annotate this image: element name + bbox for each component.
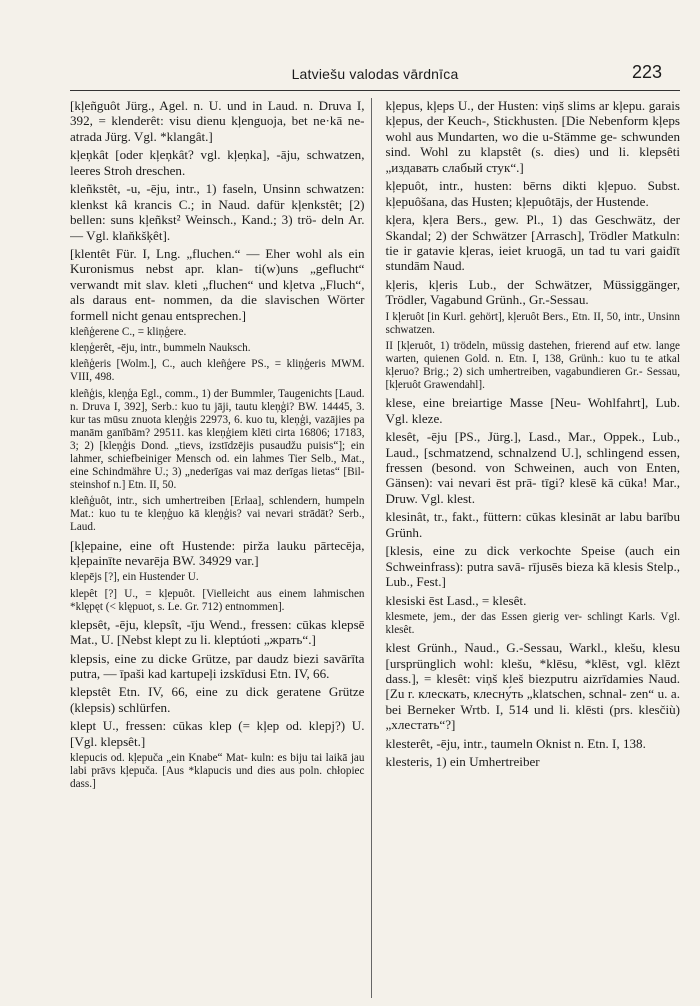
dictionary-entry: [kļepaine, eine oft Hustende: pirža lauku pārtecēja, kļepainīte nevarēja BW. 34929 var.] — [70, 537, 365, 568]
dictionary-entry: [klesis, eine zu dick verkochte Speise (auch ein Schweinfrass): putra savā- rījusēs bieza kā klesis Stelp., Lub., Fest.] — [385, 543, 680, 590]
dictionary-entry: kleñģeris [Wolm.], C., auch kleñģere PS., = kliņģeris MWM. VIII, 498. — [70, 358, 365, 384]
running-title: Latviešu valodas vārdnīca — [291, 66, 459, 82]
dictionary-entry: klesinât, tr., fakt., füttern: cūkas klesināt ar labu barību Grünh. — [385, 509, 680, 540]
dictionary-entry: kleñģis, kleņģa Egl., comm., 1) der Bummler, Taugenichts [Laud. n. Druva I, 392], Serb.: kuo tu jāji, tautu kleņģi? BW. 14445, 3. kur tas mūsu znuota kleņģis 22973, 6. kuo tu, kleņģi, vazājies pa manām ganībām? 29511. kas kleņģiem klēti cirta 16806; 17183, 3; 2) [kleņģis Dond. „tievs, izstīdzējis pusaudžu puisis“]; ein lahmer, schiefbeiniger Mensch od. ein lahmes Tier Selb., Mat., eine Schindmähre U.; 3) „nederīgas vai maz derīgas lietas“ [Bil- steinshof n.] Etn. II, 50. — [70, 387, 365, 492]
dictionary-entry: kleñkstêt, -u, -ēju, intr., 1) faseln, Unsinn schwatzen: klenkst kâ krancis C.; in Naud. dafür kļenkstêt; [2) bellen: suns kļeñkst² Weinsch., Kand.; 3) trö- deln Ar. — Vgl. klaňkšķêt]. — [70, 181, 365, 243]
dictionary-entry: klesteris, 1) ein Umhertreiber — [385, 754, 540, 770]
header-rule — [70, 90, 680, 91]
dictionary-entry: kļera, kļera Bers., gew. Pl., 1) das Geschwätz, der Skandal; 2) der Schwätzer [Arrasch], Trödler Matkuln: tie ir gatavie kļeras, ieiet kruogā, un tad tu vari gaidīt stundām Naud. — [385, 212, 680, 274]
dictionary-entry: klesterêt, -ēju, intr., taumeln Oknist n. Etn. I, 138. — [385, 735, 646, 751]
dictionary-entry: kleñģuôt, intr., sich umhertreiben [Erlaa], schlendern, humpeln Mat.: kuo tu te kleņģuo kā kleņģis? vai nevari strādāt? Serb., Laud. — [70, 495, 365, 534]
dictionary-entry: klepstêt Etn. IV, 66, eine zu dick geratene Grütze (klepsis) schlürfen. — [70, 684, 365, 715]
dictionary-entry: kleņģerêt, -ēju, intr., bummeln Nauksch. — [70, 342, 251, 355]
dictionary-entry: [kļeñguôt Jürg., Agel. n. U. und in Laud. n. Druva I, 392, = klenderêt: visu dienu kļenguoja, bet ne·kā ne- atrada Jürg. Vgl. *klangât.] — [70, 98, 365, 144]
dictionary-entry: klese, eine breiartige Masse [Neu- Wohlfahrt], Lub. Vgl. kleze. — [385, 395, 680, 426]
dictionary-entry: I kļeruôt [in Kurl. gehört], kļeruôt Bers., Etn. II, 50, intr., Unsinn schwatzen. — [385, 310, 680, 336]
dictionary-entry: klept U., fressen: cūkas klep (= kļep od. klepj?) U. [Vgl. klepsêt.] — [70, 718, 365, 749]
dictionary-entry: klepêt [?] U., = kļepuôt. [Vielleicht aus einem lahmischen *klępęt (< klępuot, s. Le. Gr. 712) entnommen]. — [70, 587, 365, 613]
dictionary-entry: klepējs [?], ein Hustender U. — [70, 571, 199, 584]
dictionary-entry: kļepus, kļeps U., der Husten: viņš slims ar kļepu. garais kļepus, der Keuch-, Stickhusten. [Die Nebenform kļeps wohl aus Mundarten, wo die u-Stämme ge- schwunden sind. Wohl zu klapstêt (s. dies) und li. klepsêti „издавать слабый стук“.] — [385, 98, 680, 175]
dictionary-entry: klepsis, eine zu dicke Grütze, par daudz biezi savārīta putra, — īpaši kad kartupeļi izskīdusi Etn. IV, 66. — [70, 650, 365, 681]
dictionary-entry: kļeris, kļeris Lub., der Schwätzer, Müssiggänger, Trödler, Vagabund Grünh., Gr.-Sessau. — [385, 276, 680, 308]
dictionary-columns — [70, 98, 680, 998]
page-header — [70, 62, 680, 88]
dictionary-entry: kļepuôt, intr., husten: bērns dikti kļepuo. Subst. kļepuôšana, das Husten; kļepuôtājs, der Hustende. — [385, 178, 680, 209]
dictionary-entry: II [kļeruôt, 1) trödeln, müssig dastehen, frierend auf etw. lange warten, quienen Gold. n. Etn. I, 138, Grünh.: kuo tu te atkal kļeruo? Brig.; 2) sich umhertreiben, vagabundieren Gr.- Sessau, [kļeruôt Grawendahl]. — [385, 339, 680, 392]
dictionary-entry: klesêt, -ēju [PS., Jürg.], Lasd., Mar., Oppek., Lub., Laud., [schmatzend, schnalzend U.], schlingend essen, fressen (besond. von Schweinen, auch von Enten, Gänsen): vai nevari ēst prā- tīgi? klesē kā cūka! Mar., Druw. Vgl. klest. — [385, 429, 680, 506]
left-column — [70, 98, 372, 998]
dictionary-entry: kļeņkât [oder kļeņkât? vgl. kļeņka], -āju, schwatzen, leeres Stroh dreschen. — [70, 147, 365, 178]
dictionary-entry: klesiski ēst Lasd., = klesêt. — [385, 592, 527, 608]
dictionary-entry: klepucis od. kļepuča „ein Knabe“ Mat- kuln: es biju tai laikā jau labi prāvs kļepuča. [Aus *klapucis und dies aus poln. chłopiec dass.] — [70, 752, 365, 791]
page-number: 223 — [631, 62, 662, 82]
dictionary-entry: kleñģerene C., = kliņģere. — [70, 326, 187, 339]
dictionary-entry: klest Grünh., Naud., G.-Sessau, Warkl., klešu, klesu [ursprünglich wohl: klešu, *klēsu, *klēst, vgl. klēzt dass.], = klesêt: viņš kleš biezputru aizrīdamies Naud. [Zu r. клескать, клесну́ть „klatschen, schnal- zen“ u. a. bei Berneker Wrtb. I, 514 und li. klēsti (prs. klesčiù) „хлестать“?] — [385, 640, 680, 733]
dictionary-entry: [klentêt Für. I, Lng. „fluchen.“ — Eher wohl als ein Kuronismus nebst apr. klan- ti(w)uns „geflucht“ verwandt mit slav. kleti „fluchen“ und kļetva „Fluch“, als daraus ent- nommen, da die slavischen Wörter formell nicht genau entsprechen.] — [70, 245, 365, 323]
dictionary-entry: klepsêt, -ēju, klepsît, -īju Wend., fressen: cūkas klepsē Mat., U. [Nebst klept zu li. kleptúoti „жрать“.] — [70, 616, 365, 648]
dictionary-entry: klesmete, jem., der das Essen gierig ver- schlingt Karls. Vgl. klesêt. — [385, 610, 680, 637]
right-column — [384, 98, 681, 998]
